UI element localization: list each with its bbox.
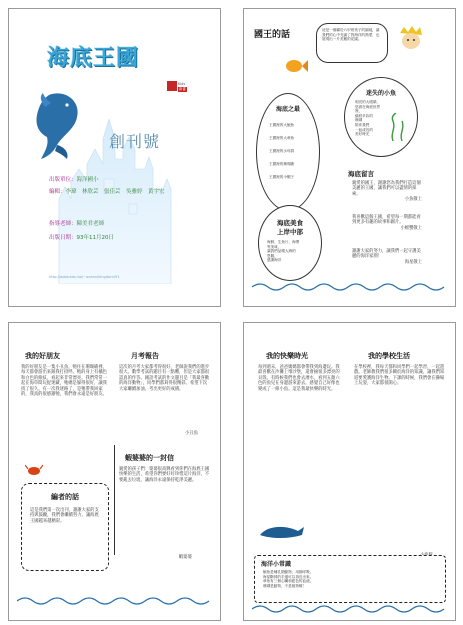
ocean-fact-item: 鯨魚是哺乳類動物，用肺呼吸。: [263, 570, 314, 574]
king-title: 國王的話: [254, 30, 291, 40]
mind-item: 王國裡的大章魚: [269, 136, 295, 140]
row-1-key: 出版單位：: [49, 177, 77, 183]
ocean-facts-title: 海洋小常識: [261, 561, 292, 568]
letter-text: 親愛的孩子們：婆婆很高興看到你們在海底王國快樂的生活，希望你們要好好珍惜這片海洋，不要亂丟垃圾，讓海洋永遠保持乾淨美麗。: [119, 467, 210, 483]
fish-line: 美好時光: [355, 132, 370, 137]
comfort-line: 恩賜，: [267, 253, 278, 258]
column-divider: [114, 445, 115, 555]
happy-time-text: 每到週末，爸爸媽媽都會帶我到海邊玩。我最喜歡在沙灘上堆沙堡，還會撿很多漂亮的貝殼。有時候我們也會去潛水，看到五顏六色的魚兒在身邊游來游去，感覺自己好像也變成了一條小魚。這是我最快樂的時光。: [258, 365, 340, 392]
wave-decoration: [17, 595, 213, 605]
comfort-line: 讓我們品嚐大海的: [267, 249, 296, 254]
mind-item: 王國裡的珊瑚礁: [269, 162, 295, 166]
badge-top-text: Kids: [178, 82, 186, 86]
wave-decoration: [252, 281, 448, 291]
exam-text: 這次的月考大家都考得很好，老師說我們的進步很大。數學考試的題目有一點難，但是大家都很認真的作答。國語考試的作文題目是「我最喜歡的海洋動物」，同學們都寫得很精彩。希望下次大家繼續加油，考出更好的成績。: [119, 365, 210, 392]
cover-page: [8, 8, 221, 307]
school-title: 我的學校生活: [368, 352, 410, 360]
message-3: [352, 249, 422, 265]
comfort-subtitle: 上岸中部: [277, 228, 303, 236]
message-sign: 小魚敬上: [404, 197, 422, 203]
seaweed-icon: [388, 113, 410, 141]
row-4-value: 93年11月20日: [76, 235, 115, 241]
wave-decoration: [252, 603, 448, 613]
school-text: 在學校裡，我每天都和同學們一起學習、一起遊戲。老師教我們很多關於海洋的知識，讓我們知道要愛護海洋生物。下課的時候，我們會在操場上玩耍，大家都很開心。: [354, 365, 445, 387]
lost-fish-title: 迷失的小魚: [365, 90, 396, 97]
fish-line: 一起成長的: [355, 127, 373, 132]
crab-icon: [25, 463, 43, 477]
fish-line: 裡，: [355, 109, 363, 114]
message-sign: 海星敬上: [404, 259, 422, 265]
fish-line: 陪伴我們: [355, 122, 370, 127]
message-text: 我喜歡這個王國，希望每一期都能看到更多有趣的故事和圖片。: [352, 215, 421, 226]
cover-row-3: [49, 221, 104, 228]
ocean-fact-item: 海星斷掉的手還可以再長出來。: [263, 574, 314, 579]
row-3-value: 陳美君老師: [76, 221, 105, 227]
letter-title: 蝦婆婆的一封信: [125, 454, 174, 462]
ocean-fact-item: 章魚有三個心臟和藍色的血液。: [263, 579, 314, 584]
message-1: [352, 181, 422, 203]
mind-list-title: 海底之最: [275, 106, 300, 113]
exam-sign: 小丑魚: [185, 431, 198, 436]
message-text: 謝謝大家的努力，讓我們一起守護美麗的海洋家園！: [352, 249, 421, 260]
goldfish-icon: [282, 57, 308, 75]
ocean-fact-item: 珊瑚是動物，不是植物喔！: [263, 583, 307, 588]
editor-text: 這是我們第一次出刊，謝謝大家的支持與鼓勵，我們會繼續努力，讓海底王國越來越精彩。: [30, 508, 99, 524]
row-3-key: 指導老師：: [49, 221, 77, 227]
ocean-facts-panel: [254, 555, 446, 603]
row-4-key: 出版日期：: [49, 235, 77, 241]
dolphin-illustration: [31, 87, 91, 162]
cover-url[interactable]: http://www.edu.tw/~ocean/kingdom/91: [49, 275, 120, 279]
king-speech-text: 這是一個屬於六甲班孩子的園地，讓我們的心中充滿了對海洋的熱愛，也展現出一片美麗的花園。: [322, 28, 380, 42]
comfort-line: 海鮮、生魚片、海帶: [267, 240, 300, 244]
happy-time-title: 我的快樂時光: [266, 352, 308, 360]
fish-line: 明亮的大眼睛，: [355, 100, 381, 104]
school-life-page: [243, 322, 456, 621]
dolphin-icon: [258, 523, 306, 541]
row-2-value: 李瑋 林欣芸 張佳芸 吳雅婷 黃宇宏: [65, 189, 165, 195]
cover-title: 海底王國: [47, 46, 140, 71]
comfort-title: 海底美食: [277, 219, 303, 227]
badge-mark-icon: [167, 81, 177, 91]
comfort-food-panel: [258, 205, 322, 281]
exam-title: 月考報告: [131, 352, 159, 360]
message-text: 親愛的國王，謝謝您為我們打造這個美麗的王國，讓我們可以盡情的探索。: [352, 181, 421, 197]
mind-item: 王國裡的水母群: [269, 149, 295, 153]
comfort-line: 等美味，: [267, 244, 282, 249]
mind-list-panel: [256, 93, 320, 211]
message-2: [352, 215, 422, 231]
row-1-value: 海洋國小: [76, 177, 99, 183]
mind-item: 王國裡的大鯨魚: [269, 123, 295, 127]
badge-bottom-text: 新書: [179, 87, 186, 91]
mind-item: 王國裡的小蝦子: [269, 175, 295, 179]
row-2-key: 編輯：: [49, 189, 66, 195]
message-sign: 小螃蟹敬上: [400, 225, 422, 231]
fish-line: 繽紛多彩的: [355, 113, 373, 118]
king-speech-bubble: [316, 23, 388, 63]
issue-label: 創刊號: [109, 132, 161, 151]
comfort-line: 感謝海洋: [267, 258, 282, 263]
kids-badge: [167, 81, 189, 105]
editor-title: 編者的話: [51, 493, 79, 501]
friends-page: [8, 322, 221, 621]
message-title: 海底留言: [348, 170, 374, 178]
king-cartoon-icon: [394, 23, 426, 51]
letter-sign: 蝦婆婆: [179, 555, 192, 560]
fish-line: 珊瑚: [355, 118, 363, 123]
fish-line: 悠游在海底世界: [355, 104, 381, 109]
cover-row-2: [49, 189, 199, 196]
friend-title: 我的好朋友: [25, 352, 60, 360]
cover-row-1: [49, 177, 99, 184]
king-page: [243, 8, 456, 307]
cover-row-4: [49, 235, 114, 242]
editor-note-panel: [21, 483, 109, 571]
friend-text: 我的好朋友是一隻小丑魚，牠住在珊瑚礁裡，每天都會游出來跟我打招呼。牠的身上有橘色和白色的條紋，看起來非常漂亮。我們常常一起在海草間玩捉迷藏，牠總是躲得很好，讓我找了很久。有一次我迷路了，是牠帶我回家的，我真的很感謝牠，我們會永遠是好朋友。: [21, 365, 107, 398]
